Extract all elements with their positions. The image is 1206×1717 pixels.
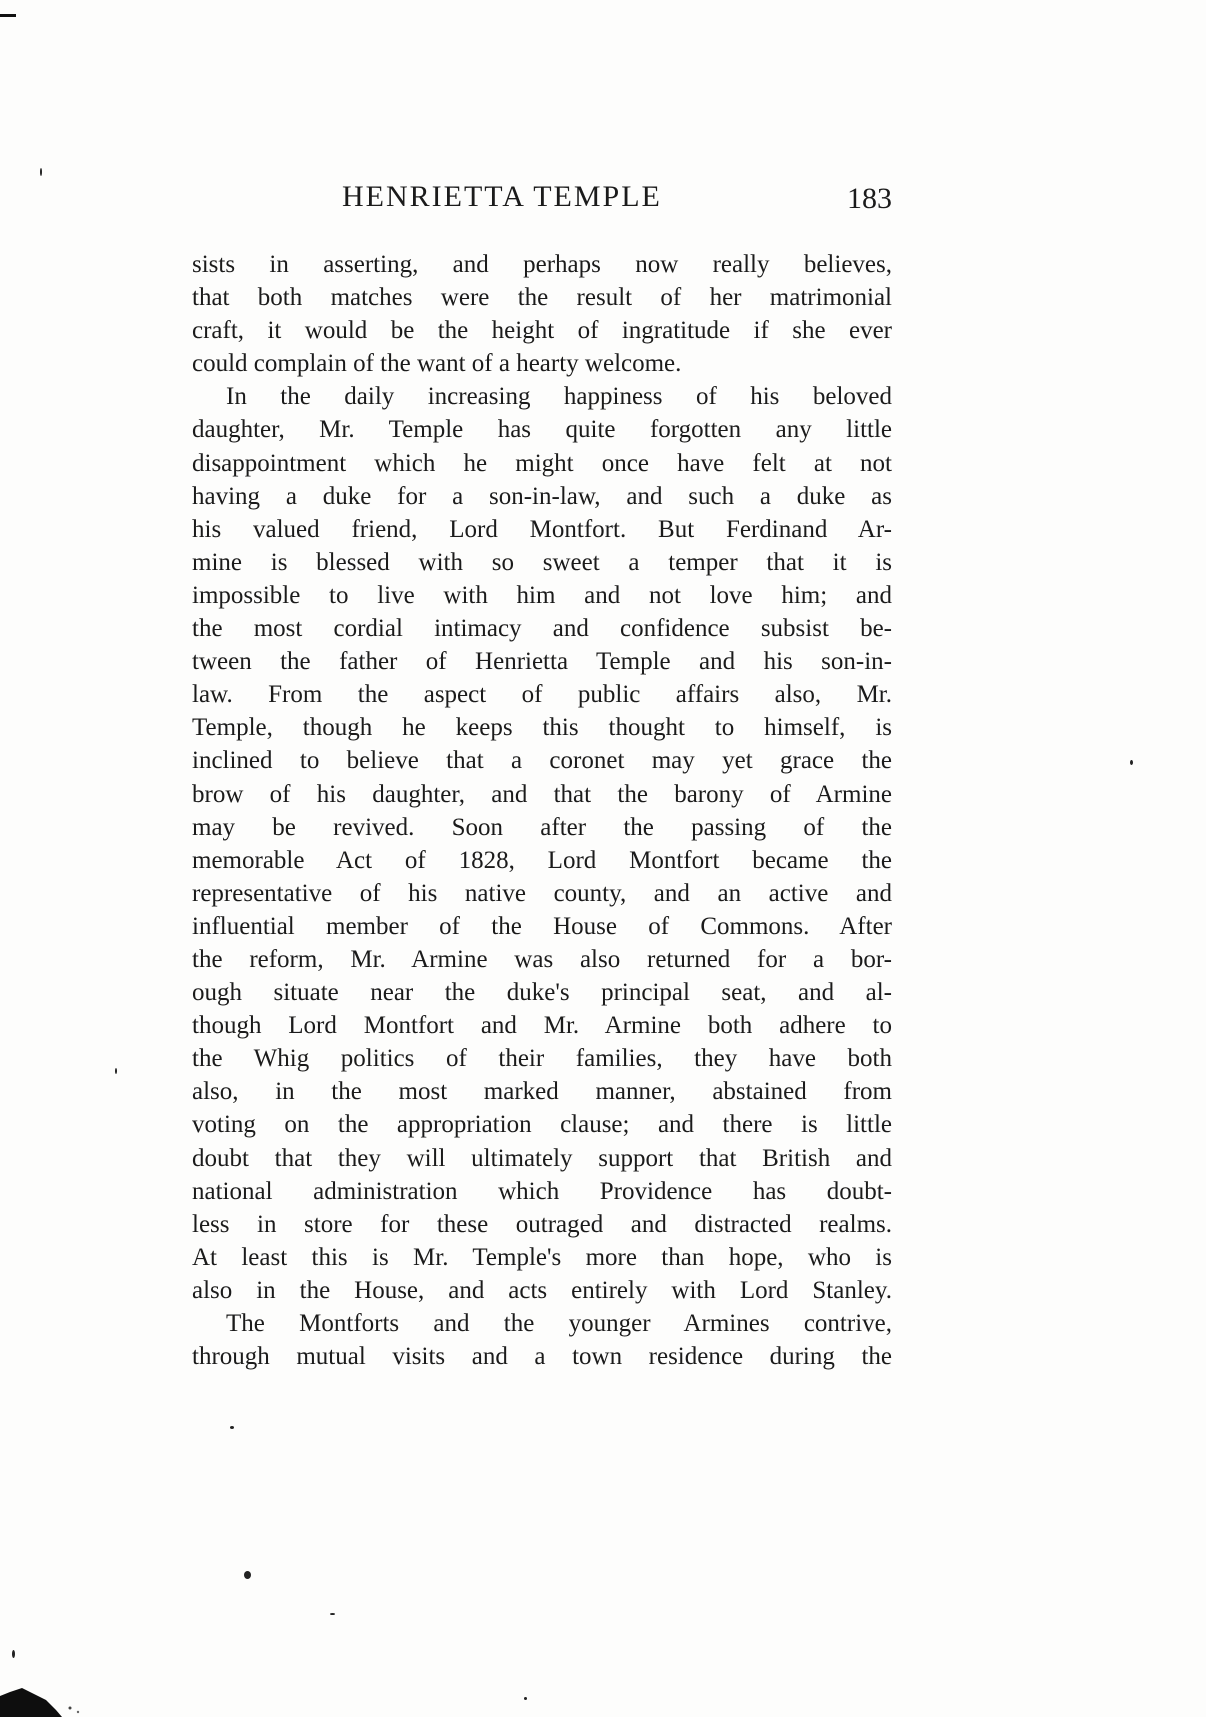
text-line: his valued friend, Lord Montfort. But Ferdinand Ar- xyxy=(192,515,892,543)
text-line: disappointment which he might once have felt at not xyxy=(192,449,892,477)
text-line: tween the father of Henrietta Temple and his son-in- xyxy=(192,648,892,676)
scan-speck xyxy=(230,1426,234,1429)
text-line: impossible to live with him and not love him; and xyxy=(192,581,892,609)
text-line: ough situate near the duke's principal seat, and al- xyxy=(192,979,892,1007)
text-line: memorable Act of 1828, Lord Montfort became the xyxy=(192,846,892,874)
running-title: HENRIETTA TEMPLE xyxy=(342,180,662,213)
text-line: influential member of the House of Commons. After xyxy=(192,912,892,940)
scan-speck xyxy=(115,1068,117,1074)
text-line: national administration which Providence has doubt- xyxy=(192,1177,892,1205)
scan-speck xyxy=(244,1571,251,1579)
text-line: voting on the appropriation clause; and there is little xyxy=(192,1111,892,1139)
text-line: less in store for these outraged and distracted realms. xyxy=(192,1210,892,1238)
text-line: though Lord Montfort and Mr. Armine both adhere to xyxy=(192,1012,892,1040)
text-line: At least this is Mr. Temple's more than hope, who is xyxy=(192,1243,892,1271)
scan-speck xyxy=(524,1697,527,1700)
text-line: brow of his daughter, and that the barony of Armine xyxy=(192,780,892,808)
text-line: also in the House, and acts entirely with Lord Stanley. xyxy=(192,1276,892,1304)
text-line: Temple, though he keeps this thought to himself, is xyxy=(192,714,892,742)
text-line: inclined to believe that a coronet may yet grace the xyxy=(192,747,892,775)
text-line: The Montforts and the younger Armines contrive, xyxy=(226,1310,892,1337)
text-line: daughter, Mr. Temple has quite forgotten any little xyxy=(192,416,892,444)
text-line: the most cordial intimacy and confidence subsist be- xyxy=(192,615,892,643)
scan-corner-blot xyxy=(0,1670,90,1717)
text-line: that both matches were the result of her matrimonial xyxy=(192,284,892,312)
text-line: having a duke for a son-in-law, and such a duke as xyxy=(192,482,892,510)
text-line: sists in asserting, and perhaps now really believes, xyxy=(192,251,892,278)
text-line: through mutual visits and a town residence during the xyxy=(192,1343,892,1371)
text-line: the reform, Mr. Armine was also returned for a bor- xyxy=(192,945,892,973)
text-line: the Whig politics of their families, they have both xyxy=(192,1045,892,1073)
page-number: 183 xyxy=(847,182,892,215)
scan-speck xyxy=(1130,760,1133,765)
scan-corner-mark xyxy=(0,14,16,17)
text-line: representative of his native county, and an active and xyxy=(192,879,892,907)
text-line: may be revived. Soon after the passing of the xyxy=(192,813,892,841)
scan-speck xyxy=(12,1650,15,1658)
body-text xyxy=(192,248,892,1373)
text-line: craft, it would be the height of ingratitude if she ever xyxy=(192,317,892,345)
text-line: also, in the most marked manner, abstained from xyxy=(192,1078,892,1106)
running-head xyxy=(192,180,892,220)
text-line: In the daily increasing happiness of his beloved xyxy=(226,383,892,411)
scan-speck xyxy=(40,168,42,176)
text-line: mine is blessed with so sweet a temper that it is xyxy=(192,548,892,576)
text-line: law. From the aspect of public affairs also, Mr. xyxy=(192,681,892,709)
text-line: doubt that they will ultimately support that British and xyxy=(192,1144,892,1172)
text-line: could complain of the want of a hearty welcome. xyxy=(192,350,682,378)
scan-speck xyxy=(330,1613,335,1615)
